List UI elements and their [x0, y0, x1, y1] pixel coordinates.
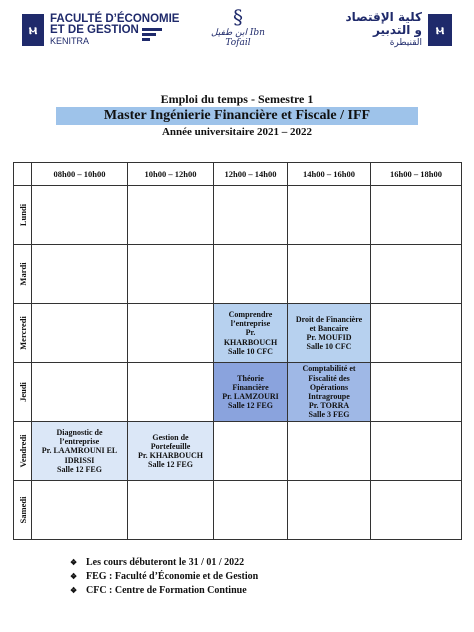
course-line: Diagnostic de — [56, 427, 103, 437]
note-text: Les cours débuteront le 31 / 01 / 2022 — [86, 557, 245, 568]
day-label: Jeudi — [17, 382, 28, 402]
course-line: Opérations — [309, 382, 349, 392]
course-line: l’entreprise — [230, 319, 271, 329]
course-cell-comprendre-entreprise — [214, 304, 288, 363]
empty-slot — [214, 186, 288, 245]
faculty-emblem-right-icon: ⲙ — [428, 14, 452, 46]
day-cell — [14, 304, 32, 363]
faculty-name-ar-line1: كلية الإقتصاد — [345, 9, 422, 24]
note-item — [70, 570, 258, 584]
timetable — [13, 162, 462, 540]
course-line: KHARBOUCH — [223, 337, 278, 347]
day-cell — [14, 422, 32, 481]
day-label: Samedi — [17, 496, 28, 524]
course-line: Fiscalité des — [308, 373, 350, 383]
day-label: Mercredi — [17, 316, 28, 350]
corner-cell — [14, 163, 32, 186]
empty-slot — [371, 245, 462, 304]
day-row-lundi — [14, 186, 462, 245]
note-item — [70, 556, 258, 570]
empty-slot — [32, 304, 128, 363]
course-line: Gestion de — [152, 432, 189, 442]
course-line: Financière — [232, 382, 269, 392]
empty-slot — [371, 304, 462, 363]
note-text: CFC : Centre de Formation Continue — [86, 585, 247, 596]
course-line: Intragroupe — [308, 392, 350, 401]
course-line: Théorie — [237, 373, 264, 383]
course-line: Portefeuille — [150, 441, 191, 451]
course-line: IDRISSI — [64, 455, 95, 465]
empty-slot — [371, 422, 462, 481]
course-line: Pr. — [245, 328, 256, 338]
course-line: Salle 10 CFC — [306, 342, 352, 352]
diamond-bullet-icon: ❖ — [70, 572, 78, 581]
day-row-vendredi — [14, 422, 462, 481]
empty-slot — [214, 481, 288, 540]
logo-bars-decoration — [142, 28, 162, 43]
course-line: Salle 3 FEG — [308, 410, 350, 420]
course-line: Salle 10 CFC — [228, 346, 273, 356]
university-name: ابن طفيل Ibn Tofail — [211, 28, 265, 48]
empty-slot — [128, 304, 214, 363]
course-line: Comprendre — [228, 309, 273, 319]
university-emblem-icon: § — [233, 5, 243, 29]
day-row-jeudi — [14, 363, 462, 422]
course-line: Salle 12 FEG — [148, 460, 193, 470]
faculty-emblem-icon: ⲙ — [22, 14, 44, 46]
university-logo — [200, 6, 276, 62]
slot-header: 14h00 – 16h00 — [288, 163, 371, 186]
faculty-logo-left — [22, 12, 192, 48]
empty-slot — [32, 363, 128, 422]
slot-header: 08h00 – 10h00 — [32, 163, 128, 186]
faculty-city: KENITRA — [50, 35, 90, 46]
empty-slot — [128, 245, 214, 304]
course-line: Pr. LAAMROUNI EL — [41, 446, 118, 456]
course-cell-theorie-financiere — [214, 363, 288, 422]
slot-header: 16h00 – 18h00 — [371, 163, 462, 186]
empty-slot — [128, 363, 214, 422]
day-label: Vendredi — [17, 434, 28, 468]
day-cell — [14, 363, 32, 422]
course-line: Pr. TORRA — [308, 401, 350, 411]
course-cell-droit-financiere — [288, 304, 371, 363]
empty-slot — [32, 245, 128, 304]
course-line: Pr. KHARBOUCH — [137, 451, 204, 460]
empty-slot — [288, 186, 371, 245]
course-cell-diagnostic-entreprise — [32, 422, 128, 481]
timetable-header-row — [14, 163, 462, 186]
day-row-mercredi — [14, 304, 462, 363]
empty-slot — [288, 481, 371, 540]
empty-slot — [128, 186, 214, 245]
diamond-bullet-icon: ❖ — [70, 558, 78, 567]
day-cell — [14, 245, 32, 304]
faculty-name-line2: ET DE GESTION — [50, 23, 139, 36]
course-cell-comptabilite-fiscalite — [288, 363, 371, 422]
empty-slot — [32, 481, 128, 540]
course-line: Pr. LAMZOURI — [222, 392, 279, 401]
course-cell-gestion-portefeuille — [128, 422, 214, 481]
empty-slot — [371, 363, 462, 422]
empty-slot — [288, 422, 371, 481]
academic-year: Année universitaire 2021 – 2022 — [161, 126, 313, 138]
empty-slot — [371, 186, 462, 245]
slot-header: 12h00 – 14h00 — [214, 163, 288, 186]
course-line: Salle 12 FEG — [228, 401, 273, 411]
course-line: Salle 12 FEG — [57, 464, 102, 474]
slot-header: 10h00 – 12h00 — [128, 163, 214, 186]
day-cell — [14, 186, 32, 245]
course-line: et Bancaire — [309, 323, 349, 333]
faculty-city-ar: القنيطرة — [389, 37, 422, 48]
day-label: Mardi — [17, 262, 28, 286]
course-line: l’entreprise — [59, 437, 100, 447]
program-title: Master Ingénierie Financière et Fiscale / IFF — [56, 107, 418, 125]
empty-slot — [214, 422, 288, 481]
empty-slot — [214, 245, 288, 304]
faculty-name-ar — [345, 11, 422, 50]
diamond-bullet-icon: ❖ — [70, 586, 78, 595]
course-line: Droit de Financière — [295, 314, 363, 324]
empty-slot — [288, 245, 371, 304]
faculty-name-line1: FACULTÉ D’ÉCONOMIE — [50, 12, 180, 25]
empty-slot — [32, 186, 128, 245]
empty-slot — [371, 481, 462, 540]
course-line: Comptabilité et — [302, 364, 356, 374]
faculty-logo-right — [302, 9, 452, 48]
day-row-samedi — [14, 481, 462, 540]
day-row-mardi — [14, 245, 462, 304]
day-label: Lundi — [17, 203, 28, 227]
page-title: Emploi du temps - Semestre 1 — [160, 92, 314, 106]
faculty-name-ar-line2: و التدبير — [373, 22, 422, 37]
notes-list — [70, 556, 258, 598]
course-line: Pr. MOUFID — [306, 333, 352, 342]
empty-slot — [128, 481, 214, 540]
note-text: FEG : Faculté d’Économie et de Gestion — [86, 571, 259, 582]
day-cell — [14, 481, 32, 540]
note-item — [70, 584, 258, 598]
